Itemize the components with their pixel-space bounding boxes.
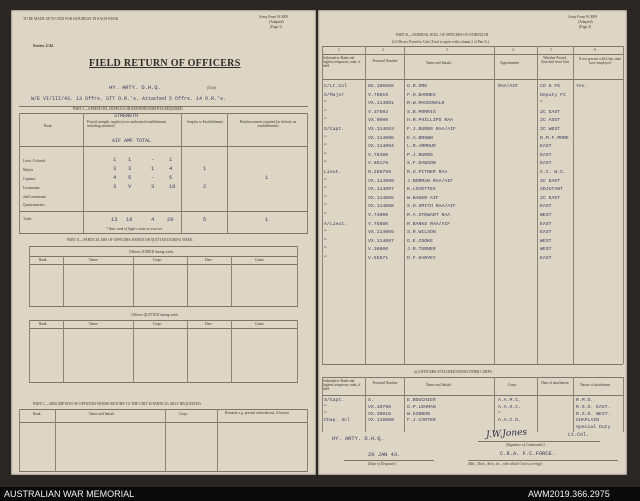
rank-value: 3: [151, 184, 155, 190]
part2-title: PART II.—PARTICULARS OF OFFICERS JOINED OR QUITTED DURING WEEK.: [67, 238, 194, 242]
total-value: 5: [203, 217, 207, 223]
roll-cell: Lieut.: [324, 170, 342, 175]
unit-typed: HY. ARTY. D.H.Q.: [109, 85, 161, 91]
roll-cell: EAST: [540, 152, 552, 158]
attached-cell: E.BOUCHIER: [407, 398, 436, 403]
roll-cell: V.37503: [368, 109, 389, 115]
roll-cell: V.55871: [368, 256, 389, 261]
attached-cell: A.A.M.C.: [498, 398, 522, 403]
week-ending-line: W/E VI/III/43. 13 Offrs. STT O.R.'s. Attached 5 Offrs. 14 O.R.'s.: [31, 96, 227, 102]
roll-cell: V.85178: [368, 161, 389, 167]
higher-rank-note: * State rank of higher units or reserves.: [106, 227, 163, 231]
part3-col: Name and Initials: [89, 412, 115, 416]
roll-cell: H.R.PHILLIPS RAA: [407, 118, 454, 124]
attached-cell: X.: [368, 398, 374, 403]
roll-cell: ": [324, 178, 327, 184]
roll-cell: VX.114094: [368, 144, 394, 150]
roll-cell: 2C EAST: [540, 195, 561, 201]
total-value: 13: [111, 217, 118, 223]
rank-value: 5: [169, 175, 173, 181]
rank-value: 3: [113, 166, 117, 172]
attached-cell: R.S.O. WEST.: [576, 411, 611, 417]
roll-cell: E.A.BROWN: [407, 135, 433, 141]
attached-col-date: Date of attachment: [541, 381, 569, 385]
rank-value: -: [151, 175, 155, 181]
roll-cell: K.LOVETTES: [407, 187, 436, 193]
roll-cell: NX.100686: [368, 84, 394, 89]
joined-col: Cause: [255, 258, 264, 262]
attached-cell: ": [324, 411, 327, 417]
roll-cell: EAST: [540, 221, 552, 227]
roll-cell: ": [324, 109, 327, 115]
rank-value: 1: [169, 157, 173, 163]
roll-cell: ": [324, 195, 327, 201]
col-header-rank: Substantive Rank and highest temporary rank, if held: [323, 56, 361, 68]
roll-cell: F.H.BARNES: [407, 92, 436, 98]
roll-cell: V.74000: [368, 213, 389, 218]
attached-cell: A.A.S.C.: [498, 404, 522, 410]
attached-cell: R.M.O.: [576, 398, 594, 403]
col-number: 6: [594, 48, 596, 52]
rank-value: 2: [203, 184, 207, 190]
roll-cell: 2C EAST: [540, 109, 561, 115]
roll-cell: D.F.HARVEY: [407, 256, 436, 261]
archive-footer: [0, 487, 640, 501]
roll-cell: 2C ASST: [540, 118, 561, 124]
attached-cell: G.P.LEHMAN: [407, 404, 436, 410]
roll-cell: 2C WEST: [540, 127, 561, 132]
roll-cell: EAST: [540, 230, 552, 236]
rank-value: 5: [128, 175, 132, 181]
rank-value: 1: [113, 157, 117, 163]
roll-cell: P.J.BURNS: [407, 152, 433, 158]
col-reinforce-header: Reinforcements required (or deficits on establishment): [239, 120, 297, 128]
total-value: 20: [167, 217, 174, 223]
roll-cell: R.H.PITNER RAA: [407, 170, 448, 175]
roll-cell: WEST: [540, 213, 552, 218]
roll-cell: ": [324, 204, 327, 210]
total-value: 4: [151, 217, 155, 223]
quitted-col: Cause: [255, 322, 264, 326]
roll-cell: VX.114087: [368, 238, 394, 244]
attached-cell: VX.38018: [368, 411, 392, 417]
col-number: 4: [512, 48, 514, 52]
roll-cell: ": [324, 135, 327, 141]
roll-cell: VX.114097: [368, 187, 394, 193]
bde-label: (Bde., Divn., Area, etc., with which Unit is serving): [468, 462, 542, 466]
roll-cell: S/Major: [324, 92, 345, 98]
roll-cell: C/Lt.Col: [324, 84, 348, 89]
roll-cell: G.R.ORD: [407, 84, 428, 89]
footer-accession-number: AWM2019.366.2975: [528, 489, 610, 499]
roll-cell: S.B.MORRIS: [407, 109, 436, 115]
roll-cell: ": [324, 101, 327, 107]
roll-cell: J.R.TURNER: [407, 247, 436, 253]
rank-value: 1: [265, 175, 269, 181]
roll-cell: RAA/AIF: [498, 84, 519, 89]
col-header-name: Name and Initials: [426, 61, 452, 65]
roll-cell: VX.0000: [368, 118, 389, 124]
col-number: 5: [550, 48, 552, 52]
despatch-label: (Date of Despatch): [368, 462, 396, 466]
attached-col-rank: Substantive Rank and highest temporary rank, if held: [323, 379, 361, 391]
roll-cell: EAST: [540, 256, 552, 261]
page-number: (Page 2): [579, 25, 592, 29]
roll-cell: EAST: [540, 161, 552, 167]
attached-cell: Special Duty: [576, 425, 611, 431]
attached-title: (ii) OFFICERS ATTACHED FROM OTHER CORPS.: [414, 370, 493, 374]
joined-col: Corps: [153, 258, 162, 262]
attached-cell: ": [324, 404, 327, 410]
roll-cell: S.F.DAWSON: [407, 161, 436, 167]
roll-cell: ": [324, 187, 327, 193]
unit-typed-bottom: HY. ARTY. D.H.Q.: [332, 436, 384, 442]
roll-cell: ": [324, 161, 327, 167]
aif-amf-total-typed: AIF AMF TOTAL: [112, 138, 152, 144]
joined-title: Officers JOINED during week.: [129, 250, 174, 254]
roll-cell: G.E.COOKE: [407, 238, 433, 244]
rank-label: Lieut.-Colonels: [23, 159, 46, 163]
rank-label: 2nd Lieutenants: [23, 195, 47, 199]
roll-cell: VX.114085: [368, 195, 394, 201]
roll-cell: WEST: [540, 247, 552, 253]
col-posted-header: Posted strength: surplus (over authorised establishment including attached): [87, 120, 167, 128]
col-rank-header: Rank: [44, 124, 52, 128]
roll-cell: C.C. W.C.: [540, 170, 566, 175]
part3-col: Corps: [179, 412, 188, 416]
series-label: Series 2/42.: [33, 43, 55, 48]
rank-value: 4: [169, 166, 173, 172]
roll-cell: V.38000: [368, 247, 389, 253]
part-b-subtitle: (i) Officers Posted to Unit (Total to agree with column 2 of Part A.): [392, 40, 489, 44]
roll-cell: EAST: [540, 204, 552, 210]
roll-cell: S.R.WILSON: [407, 230, 436, 236]
part1-title: PART I.—STRENGTH, SURPLUS OR REINFORCEMENTS REQUIRED.: [73, 107, 184, 111]
rank-value: 3: [113, 184, 117, 190]
quitted-col: Name: [89, 322, 98, 326]
roll-cell: ": [324, 144, 327, 150]
attached-cell: VX.10798: [368, 404, 392, 410]
total-value: 1: [265, 217, 269, 223]
roll-cell: ": [540, 101, 543, 107]
form-title: FIELD RETURN OF OFFICERS: [89, 58, 241, 69]
quitted-col: Rank: [39, 322, 47, 326]
roll-cell: V.75880: [368, 221, 389, 227]
rank-label: Captains: [23, 177, 36, 181]
col-number: 3: [446, 48, 448, 52]
col-number: 2: [382, 48, 384, 52]
roll-cell: R.BANKS RAA/AIF: [407, 221, 451, 227]
roll-cell: VX.114065: [368, 230, 394, 236]
army-form-label: Army Form W.3009: [568, 15, 598, 19]
attached-col-name: Name and Initials: [426, 383, 452, 387]
left-page: [11, 10, 316, 475]
roll-cell: VX.114083: [368, 127, 394, 132]
part3-col: Rank: [33, 412, 41, 416]
army-form-label: Army Form W.3009: [259, 15, 289, 19]
roll-cell: Deputy FC: [540, 92, 566, 98]
roll-cell: ": [324, 230, 327, 236]
total-value: 16: [126, 217, 133, 223]
joined-col: Rank: [39, 258, 47, 262]
attached-cell: A.A.C.D.: [498, 418, 522, 424]
roll-cell: ": [324, 238, 327, 244]
roll-cell: EAST: [540, 144, 552, 150]
joined-col: Date: [205, 258, 212, 262]
attached-cell: Chap. 4cl: [324, 418, 350, 424]
attached-cell: ": [498, 411, 501, 417]
quitted-col: Date: [205, 322, 212, 326]
quitted-col: Corps: [153, 322, 162, 326]
attached-cell: CHAPLAIN: [576, 418, 600, 424]
roll-cell: VX.114081: [368, 101, 394, 107]
quitted-title: Officers QUITTED during week.: [131, 313, 179, 317]
roll-cell: V.76480: [368, 152, 389, 158]
roll-cell: S/Capt.: [324, 127, 345, 132]
col-header-employed: If not present with Unit, state how employed: [578, 57, 622, 65]
roll-cell: VX.114099: [368, 178, 394, 184]
page-number: (Page 1): [270, 25, 283, 29]
joined-col: Name: [89, 258, 98, 262]
roll-cell: 2C EAST: [540, 178, 561, 184]
attached-cell: VX.116000: [368, 418, 394, 424]
roll-cell: R.A.STEWART RAA: [407, 213, 451, 218]
strength-typed: STRENGTH: [114, 113, 139, 119]
roll-cell: WEST: [540, 238, 552, 244]
roll-cell: VX.114088: [368, 204, 394, 210]
roll-cell: ": [324, 256, 327, 261]
roll-cell: Yes.: [576, 84, 588, 89]
rank-value: 4: [113, 175, 117, 181]
part3-col: Remarks e.g. present whereabouts, if known: [225, 411, 289, 415]
roll-cell: ": [324, 247, 327, 253]
roll-cell: A/Lieut.: [324, 221, 348, 227]
despatch-date: 20 JAN 43.: [368, 452, 401, 458]
attached-cell: F.J.CARTER: [407, 418, 436, 424]
rank-value: 3: [128, 166, 132, 172]
roll-cell: ADJUTANT: [540, 187, 564, 193]
roll-cell: ": [324, 152, 327, 158]
roll-cell: VX.114098: [368, 135, 394, 141]
rank-label: Majors: [23, 168, 34, 172]
roll-cell: S.H.SMITH RAA/AIF: [407, 204, 456, 210]
col-surplus-header: Surplus to Establishment: [187, 120, 223, 124]
roll-cell: ": [324, 213, 327, 218]
unit-label: (Unit): [207, 86, 216, 90]
rank-value: 1: [128, 157, 132, 163]
footer-institution: AUSTRALIAN WAR MEMORIAL: [4, 489, 135, 499]
part-b-title: PART B.—NOMINAL ROLL OF OFFICERS ON STRENGTH.: [396, 33, 490, 37]
roll-cell: ": [324, 118, 327, 124]
roll-cell: N.285759: [368, 170, 392, 175]
rank-value: 10: [169, 184, 176, 190]
adapted-label: (Adapted): [269, 20, 284, 24]
commander-signature: J.W.Jones: [485, 427, 528, 441]
rank-label: Lieutenants: [23, 186, 40, 190]
col-header-appointment: Appointment: [500, 61, 519, 65]
rank-value: 1: [151, 166, 155, 172]
rank-value: V: [128, 184, 132, 190]
right-page: [318, 10, 627, 475]
col-number: 1: [338, 48, 340, 52]
roll-cell: R.W.MACDONALD: [407, 101, 445, 107]
header-note: TO BE MADE UP TO AND FOR SATURDAY IN EACH WEEK.: [23, 17, 120, 21]
adapted-label: (Adapted): [578, 20, 593, 24]
attached-cell: S/Capt.: [324, 398, 345, 403]
roll-cell: V.79019: [368, 92, 389, 98]
signature-rank: Lt.Col.: [568, 432, 590, 438]
commander-label: (Signature of Commander): [506, 443, 545, 447]
rank-value: -: [151, 157, 155, 163]
attached-col-corps: Corps: [508, 383, 517, 387]
roll-cell: W.BAKER AIF: [407, 195, 439, 201]
rank-label: Quartermasters: [23, 203, 45, 207]
totals-label: Totals: [23, 217, 32, 221]
attached-cell: W.GIBBON: [407, 411, 431, 417]
roll-cell: B.M.F.MORE: [540, 135, 569, 141]
attached-col-number: Personal Number: [372, 381, 398, 385]
col-header-number: Personal Number: [372, 59, 398, 63]
attached-cell: R.S.O. EAST.: [576, 404, 611, 410]
roll-cell: CO & FG: [540, 84, 561, 89]
col-header-posted: Whether Posted, Attached from Unit: [540, 56, 570, 64]
rank-value: 1: [203, 166, 207, 172]
roll-cell: J.NORMAN RAA/AIF: [407, 178, 454, 184]
commander-typed: C.R.A. F.C.FORCE.: [500, 451, 555, 457]
roll-cell: L.R.ARMOUR: [407, 144, 436, 150]
part3-title: PART C.—DESCRIPTION OF OFFICERS WHOSE RETURN TO THE UNIT IS PARTICULARLY REQUESTED.: [33, 402, 202, 406]
roll-cell: F.J.BURNS RAA/AIF: [407, 127, 456, 132]
attached-col-nature: Nature of attachment: [580, 383, 611, 387]
